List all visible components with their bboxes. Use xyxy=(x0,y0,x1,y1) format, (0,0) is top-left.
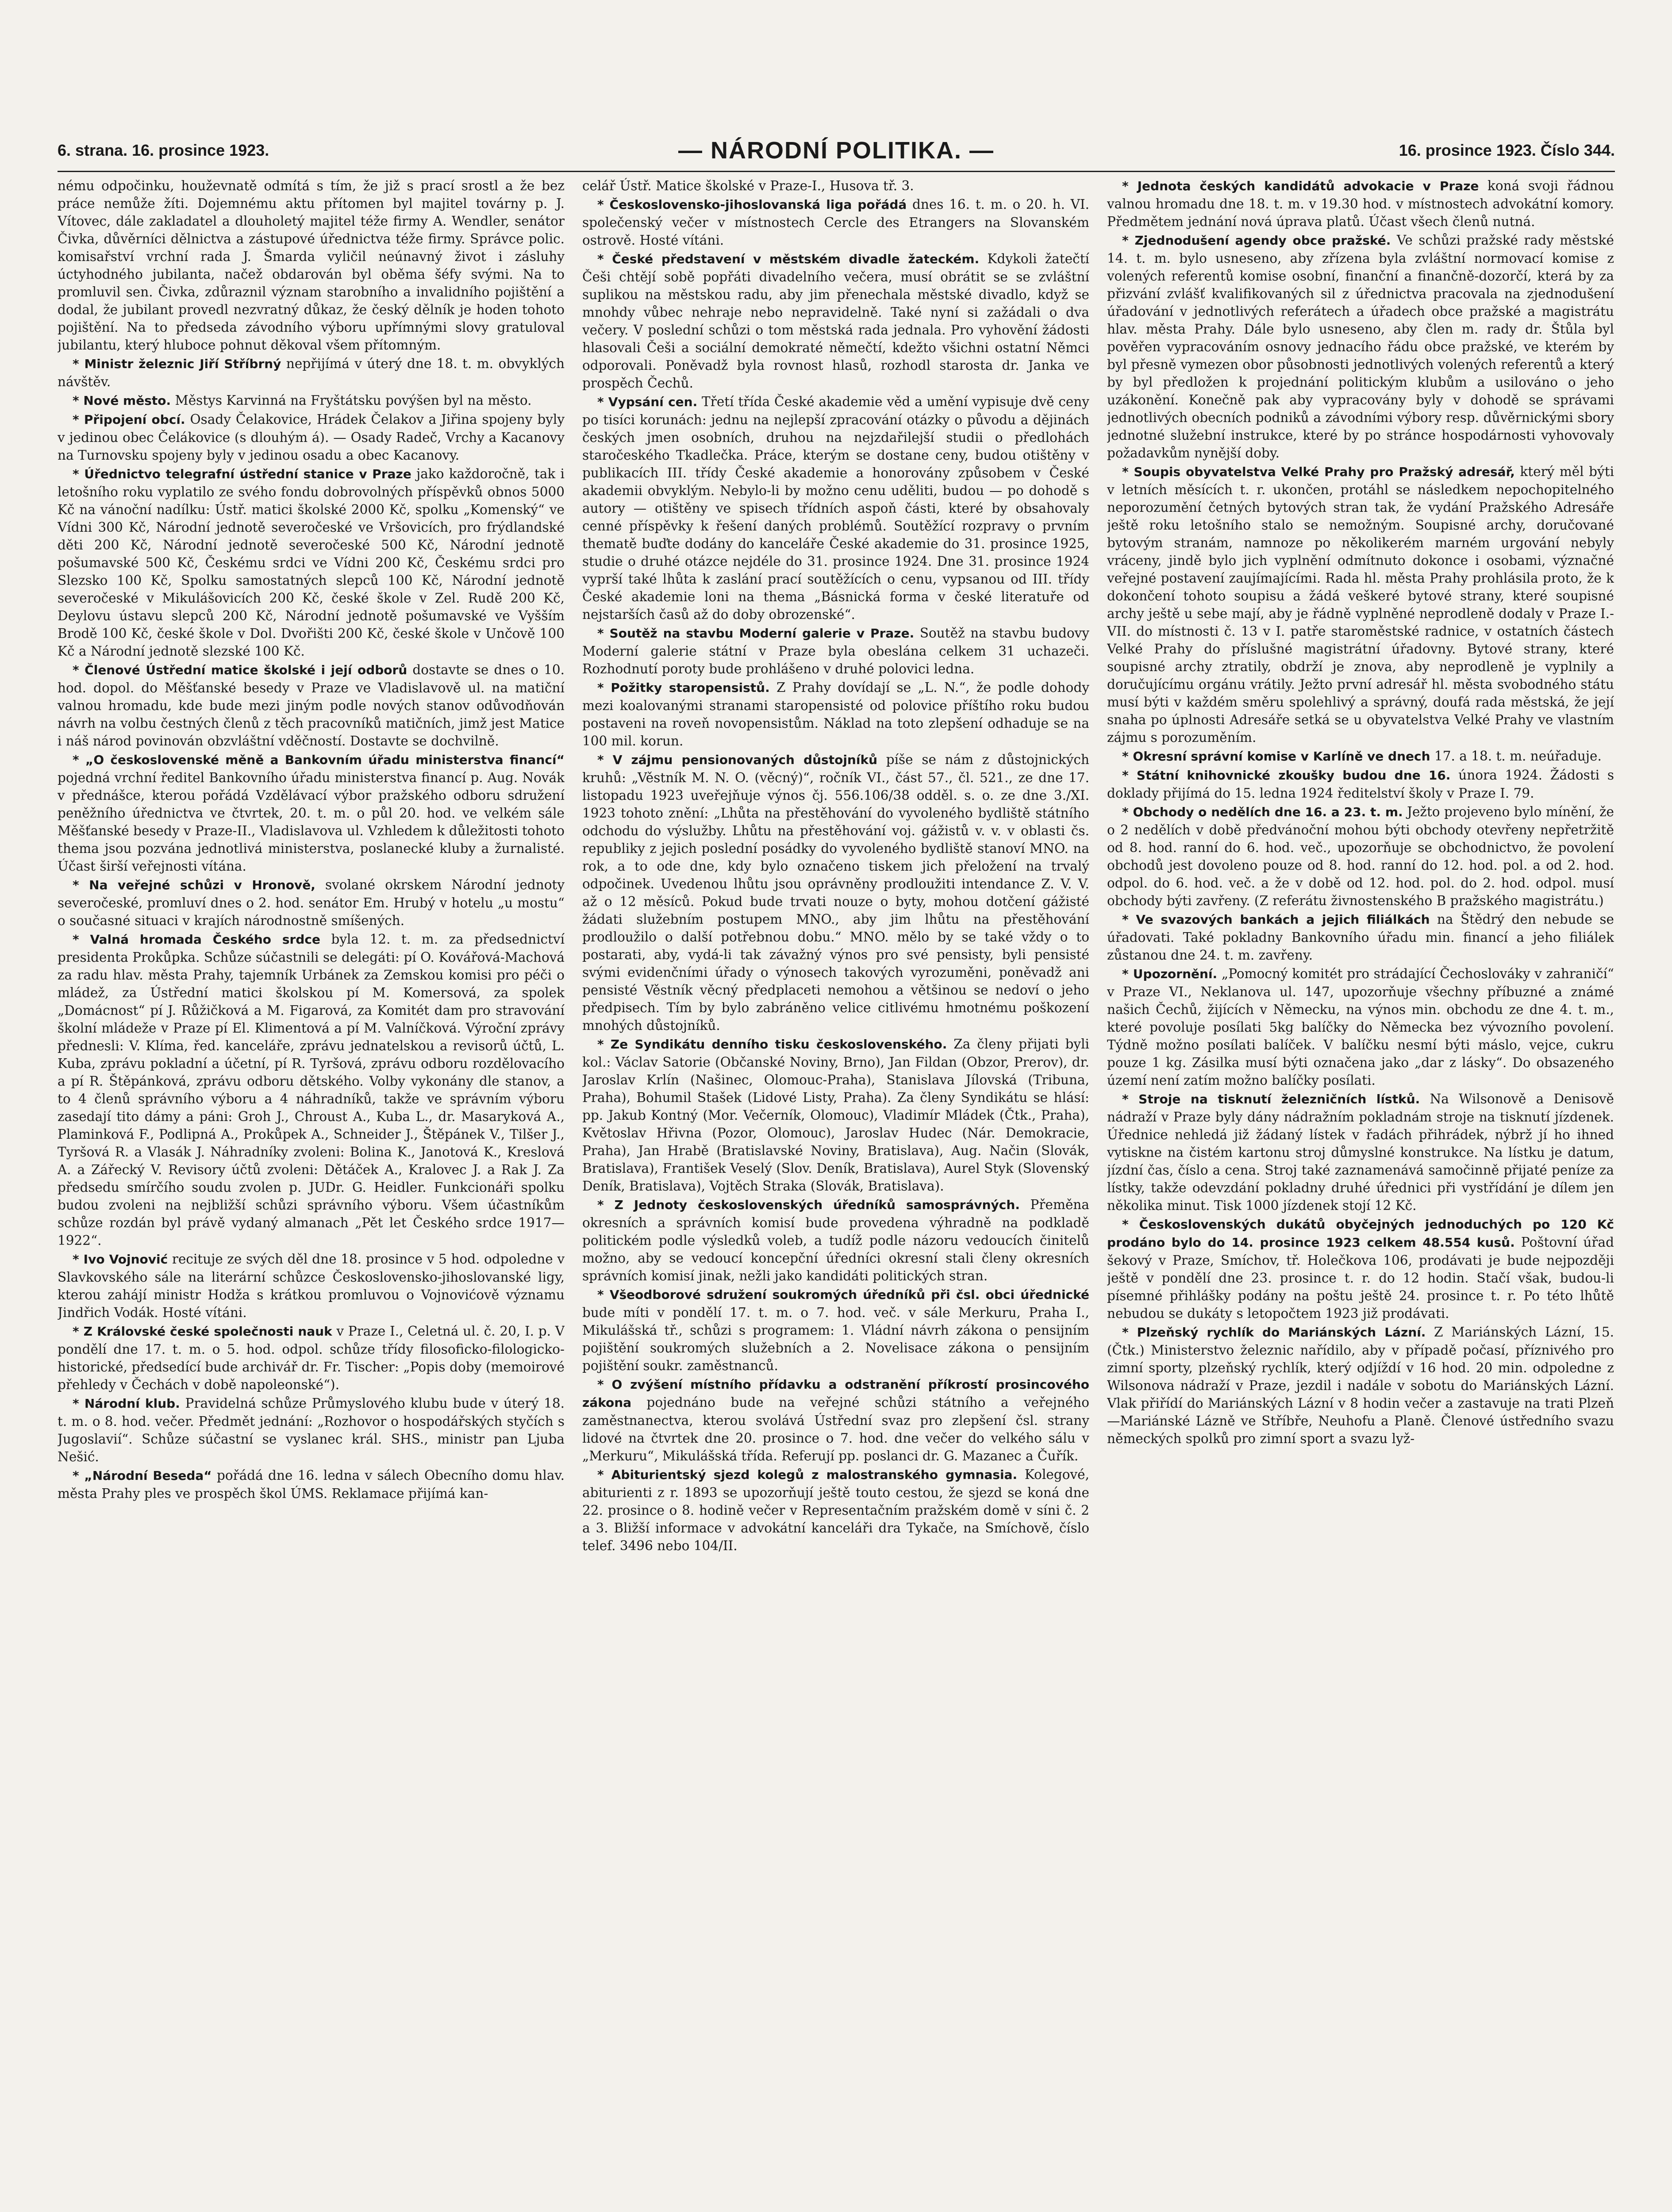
news-item-headline: * „Národní Beseda“ xyxy=(73,1468,212,1483)
news-item xyxy=(582,196,1089,249)
news-item-headline: * Státní knihovnické zkoušky budou dne 16. xyxy=(1122,768,1451,783)
news-item-text: na Štědrý den nebude se úřadovati. Také pokladny Bankovního úřadu min. financí a jeho filiálek zůstanou dne 24. t. m. zavřeny. xyxy=(1107,912,1614,963)
news-item-text: 17. a 18. t. m. neúřaduje. xyxy=(1430,749,1602,764)
news-item-headline: * Československých dukátů obyčejných jednoduchých po 120 Kč prodáno bylo do 14. prosince 1923 celkem 48.554 kusů. xyxy=(1107,1217,1614,1250)
news-item-text: Ve schůzi pražské rady městské 14. t. m. bylo usneseno, aby zřízena byla zvláštní normovací komise z volených referentů komise osobní, finanční a finančně-dozorčí, která by za přizvání zvlášť kvalifikovaných sil z úřednictva pracovala na zjednodušení úřadování v jednotlivých referátech a úřadech obce pražské a magistrátu hlav. města Prahy. Dále bylo usneseno, aby člen m. rady dr. Štůla byl pověřen vypracováním osnovy jednacího řádu obce pražské, ve kterém by byl přesně vymezen obor působnosti jednotlivých volených referentů a který by byl předložen k projednání politickým klubům a usilováno o jeho uzákonění. Konečně pak aby vypracovány byly v dohodě se správami jednotlivých obecních podniků a závodními výbory resp. důvěrnickými sbory jednotné služební instrukce, které by po stránce hospodárnosti vyhovovaly požadavkům nynější doby. xyxy=(1107,233,1614,461)
news-item-text: pojedná vrchní ředitel Bankovního úřadu ministerstva financí p. Aug. Novák v přednášce, kterou pořádá Vzdělávací výbor pražského odboru sdružení peněžního úřednictva ve čtvrtek, 20. t. m. o půl 20. hod. ve velkém sále Měšťanské besedy v Praze-II., Vladislavova ul. Vzhledem k důležitosti tohoto thema jsou pozvána jednotlivá ministerstva, poslanecké kluby a žurnalisté. Účast širší veřejnosti vítána. xyxy=(58,770,565,874)
news-item-headline: * Na veřejné schůzi v Hronově, xyxy=(73,878,315,892)
page-header xyxy=(58,133,1615,168)
news-item-headline: * Abiturientský sjezd kolegů z malostranského gymnasia. xyxy=(597,1467,1018,1482)
news-item-headline: * Jednota českých kandidátů advokacie v Praze xyxy=(1122,179,1479,193)
news-item-headline: * Vypsání cen. xyxy=(597,395,698,409)
news-item xyxy=(1107,463,1614,746)
news-item-headline: * „O československé měně a Bankovním úřadu ministerstva financí“ xyxy=(73,753,565,767)
news-item-headline: * Valná hromada Českého srdce xyxy=(73,932,320,947)
news-item xyxy=(1107,231,1614,462)
news-item-text: Ježto projeveno bylo mínění, že o 2 nedělích v době předvánoční mohou býti obchody otevřeny nepřetržitě od 8. hod. ranní do 6. hod. več., upozorňuje se obchodnictvo, že povolení obchodů jest dovoleno pouze od 8. hod. ranní do 12. hod. pol. a od 2. hod. odpol. do 6. hod. več. a že v době od 12. hod. pol. do 2. hod. odpol. musí obchody býti zavřeny. (Z referátu živnostenského B pražského magistrátu.) xyxy=(1107,804,1614,908)
news-item-text: nému odpočinku, houževnatě odmítá s tím, že již s prací srostl a že bez práce nemůže žíti. Dojemnému aktu přítomen byl majitel továrny p. J. Vítovec, dále zakladatel a dlouholetý majitel téže firmy A. Wendler, senátor Čivka, důvěrníci dělnictva a zástupové úřednictva téže firmy. Správce polic. komisařství vrchní rada J. Šmarda vyličil neúnavný život i zásluhy úctyhodného jubilanta, načež obdarován byl oběma šéfy svými. Na to promluvil sen. Čivka, zdůraznil význam starobního a invalidního pojištění a dodal, že jubilant provedl nezvratný důkaz, že český dělník je hoden tohoto pojištění. Na to předseda závodního výboru upřímnými slovy gratuloval jubilantu, který hluboce pohnut děkoval všem přítomným. xyxy=(58,178,565,353)
news-item-text: Za členy přijati byli kol.: Václav Satorie (Občanské Noviny, Brno), Jan Fildan (Obzor, Prerov), dr. Jaroslav Krlín (Našinec, Olomouc-Praha), Stanislava Jílovská (Tribuna, Praha), Bohumil Stašek (Lidové Listy, Praha). Za členy Syndikátu se hlásí: pp. Jakub Kontný (Mor. Večerník, Olomouc), Vladimír Mládek (Čtk., Praha), Květoslav Hřivna (Pozor, Olomouc), Jaroslav Hudec (Nár. Demokracie, Praha), Jan Hrabě (Bratislavské Noviny, Bratislava), Aug. Način (Slovák, Bratislava), František Veselý (Slov. Deník, Bratislava), Aurel Styk (Slovenský Deník, Bratislava), Vojtěch Straka (Slovák, Bratislava). xyxy=(582,1037,1089,1194)
news-item-text: Přeměna okresních a správních komisí bude provedena výhradně na podkladě politickém podle výsledků voleb, a tudíž podle názoru vedoucích činitelů možno, aby se vedoucí koncepční úředníci okresní stali členy okresních správních komisí jinak, nežli jako kandidáti politických stran. xyxy=(582,1197,1089,1283)
news-item-text: Třetí třída České akademie věd a umění vypisuje dvě ceny po tisíci korunách: jednu na nejlepší zpracování otázky o původu a dějinách českých jmen osobních, druhou na nejzdařilejší studii o předlohách staročeského Tkadlečka. Práce, kterým se dostane ceny, budou otištěny v publikacích III. třídy České akademie a honorovány způsobem v České akademii obvyklým. Nebylo-li by možno cenu uděliti, budou — po dohodě s autory — otištěny ve spisech třídních aspoň části, které by obsahovaly cenné příspěvky k řešení daných problémů. Soutěžící rozpravy o prvním thematě buďte dodány do kanceláře České akademie do 31. prosince 1925, studie o druhé otázce nejdéle do 31. prosince 1924. Dne 31. prosince 1924 vyprší také lhůta k zaslání prací soutěžících o cenu, vypsanou od III. třídy České akademie loni na thema „Básnická forma v české literatuře od nejstarších časů až do doby obrozenské“. xyxy=(582,394,1089,622)
news-item xyxy=(58,465,565,660)
news-item xyxy=(1107,177,1614,230)
news-item-headline: * V zájmu pensionovaných důstojníků xyxy=(597,753,877,767)
news-item xyxy=(582,624,1089,678)
news-item-text: byla 12. t. m. za předsednictví presidenta Prokůpka. Schůze súčastnili se delegáti: pí O. Kovářová-Machová za radu hlav. města Prahy, tajemník Urbánek za Zemskou komisi pro péči o mládež, za Ústřední matici školskou pí M. Komersová, za spolek „Domácnost“ pí J. Růžičková a M. Figarová, za Komitét dam pro stravování školní mládeže v Praze pí El. Klimentová a pí M. Valníčková. Výroční zprávy přednesli: V. Klíma, řed. kanceláře, zprávu jednatelskou a revisorů účtů, L. Kuba, zprávu pokladní a účetní, pí R. Tyršová, zprávu odboru rozdělovacího a pí R. Štěpánková, zprávu odboru dětského. Volby vykonány dle stanov, a to 4 členů správního výboru a 4 náhradníků, takže ve správním výboru zasedají tito dámy a páni: Groh J., Chroust A., Kuba L., dr. Masaryková A., Plaminková F., Podlipná A., Prokůpek A., Schneider J., Štěpánek V., Tilšer J., Tyršová R. a Vlasák J. Náhradníky zvoleni: Bolina K., Janotová K., Kreslová A. a Zářecký V. Revisory účtů zvoleni: Dětáček A., Kralovec J. a Rak J. Za předsedu smírčího soudu zvolen p. JUDr. G. Heidler. Funkcionáři spolku budou zvoleni na nejbližší schůzi správního výboru. Všem účastníkům schůze rozdán byl právě vydaný almanach „Pět let Českého srdce 1917—1922“. xyxy=(58,932,565,1248)
news-item xyxy=(582,1466,1089,1555)
issue-date-number: 16. prosince 1923. Číslo 344. xyxy=(1399,141,1615,159)
news-item-text: Pravidelná schůze Průmyslového klubu bude v úterý 18. t. m. o 8. hod. večer. Předmět jednání: „Rozhovor o hospodářských styčích s Jugoslavií“. Schůze súčastní se vyslanec král. SHS., ministr pan Ljuba Nešić. xyxy=(58,1396,565,1464)
news-item-headline: * Ivo Vojnović xyxy=(73,1252,168,1267)
news-item-text: nepřijímá v úterý dne 18. t. m. obvyklých návštěv. xyxy=(58,356,565,389)
news-item xyxy=(1107,1090,1614,1214)
news-item-headline: * Československo-jihoslovanská liga pořádá xyxy=(597,197,907,212)
news-item xyxy=(582,751,1089,1034)
news-item xyxy=(582,679,1089,750)
news-item-text: Kolegové, abiturienti z r. 1893 se upozorňují ještě touto cestou, že sjezd se koná dne 22. prosince o 8. hodině večer v Representačním pražském domě v síni č. 2 a 3. Bližší informace v advokátní kanceláři dra Tykače, na Smíchově, číslo telef. 3496 nebo 104/II. xyxy=(582,1467,1089,1553)
news-item xyxy=(1107,766,1614,802)
news-item-headline: * Ministr železnic Jiří Stříbrný xyxy=(73,357,281,371)
news-item-headline: * Z Jednoty československých úředníků samosprávných. xyxy=(597,1198,1020,1212)
news-item-headline: * České představení v městském divadle žateckém. xyxy=(597,252,980,266)
news-item-text: Městys Karvinná na Fryštátsku povýšen byl na město. xyxy=(171,393,532,408)
news-item xyxy=(1107,803,1614,910)
news-item-headline: * O zvýšení místního přídavku a odstranění příkrostí prosincového zákona xyxy=(582,1377,1089,1410)
news-item-headline: * Úřednictvo telegrafní ústřední stanice v Praze xyxy=(73,467,411,481)
news-item xyxy=(1107,1215,1614,1322)
column-3 xyxy=(1107,177,1614,2212)
news-item-text: Kdykoli žatečtí Češi chtějí sobě popřáti divadelního večera, musí obrátit se se zvláštní suplikou na městskou radu, aby jim přenechala městské divadlo, když se mnohdy vůbec nehraje nebo nepravidelně. Také nyní si zažádali o dva večery. V poslední schůzi o tom městská rada jednala. Pro vyhovění žádosti hlasovali Češi a sociální demokraté němečtí, kdežto všichni ostatní Němci odporovali. Poněvadž byla rovnost hlasů, rozhodl starosta dr. Janka ve prospěch Čechů. xyxy=(582,251,1089,391)
news-item-headline: * Zjednodušení agendy obce pražské. xyxy=(1122,233,1391,248)
news-item xyxy=(58,392,565,410)
header-rule xyxy=(58,171,1615,172)
column-1 xyxy=(58,177,565,2212)
news-item-text: Z Prahy dovídají se „L. N.“, že podle dohody mezi koalovanými stranami staropensisté od polovice příštího roku budou postaveni na roveň novopensistům. Náklad na toto zlepšení odhaduje se na 100 mil. korun. xyxy=(582,680,1089,749)
news-item xyxy=(1107,1323,1614,1448)
news-item-text: února 1924. Žádosti s doklady přijímá do 15. ledna 1924 ředitelství školy v Praze I. 79. xyxy=(1107,768,1614,801)
news-item-headline: * Soutěž na stavbu Moderní galerie v Praze. xyxy=(597,626,915,641)
news-item xyxy=(58,1322,565,1394)
news-item-headline: * Obchody o nedělích dne 16. a 23. t. m. xyxy=(1122,805,1403,819)
news-item xyxy=(58,1394,565,1466)
news-item-text: koná svoji řádnou valnou hromadu dne 18. t. m. v 19.30 hod. v místnostech advokátní komory. Předmětem jednání nová úprava platů. Účast všech členů nutná. xyxy=(1107,178,1614,229)
news-item xyxy=(58,1467,565,1502)
news-item xyxy=(1107,747,1614,765)
news-item-text: Na Wilsonově a Denisově nádraží v Praze byly dány nádražním pokladnám stroje na tisknutí jízdenek. Úřednice nehledá již žádaný lístek v řadách přihrádek, nýbrž jí ho ihned vytiskne na čistém kartonu stroj důmyslné konstrukce. Na lístku je datum, jízdní čas, číslo a cena. Stroj také zaznamenává samočinně přijaté peníze za lístky, takže odevzdání pokladny druhé úřednici při vystřídání je dílem jen několika minut. Tisk 1000 jízdenek stojí 12 Kč. xyxy=(1107,1091,1614,1213)
masthead-title: — NÁRODNÍ POLITIKA. — xyxy=(678,137,994,164)
news-item-text: pojednáno bude na veřejné schůzi státního a veřejného zaměstnanectva, kterou svolává Ústřední svaz pro zlepšení čsl. strany lidové na čtvrtek dne 20. prosince o 7. hod. dne večer do velkého sálu v „Merkuru“, Mikulášská třída. Referují pp. poslanci dr. G. Mazanec a Čuřík. xyxy=(582,1395,1089,1463)
news-item-headline: * Soupis obyvatelstva Velké Prahy pro Pražský adresář, xyxy=(1122,465,1515,479)
news-item xyxy=(58,751,565,875)
page-number-date: 6. strana. 16. prosince 1923. xyxy=(58,141,269,159)
news-item-text: Soutěž na stavbu budovy Moderní galerie státní v Praze byla obeslána celkem 31 uchazeči. Rozhodnutí poroty bude prohlášeno v druhé polovici ledna. xyxy=(582,626,1089,676)
news-item xyxy=(582,1375,1089,1465)
news-item xyxy=(58,1250,565,1321)
news-item xyxy=(58,876,565,929)
news-item-text: celář Ústř. Matice školské v Praze-I., Husova tř. 3. xyxy=(582,178,914,193)
news-item xyxy=(58,930,565,1249)
news-item-text: Z Mariánských Lázní, 15. (Čtk.) Ministerstvo železnic nařídilo, aby v případě počasí, příznivého pro zimní sporty, plzeňský rychlík, který odjíždí v 16 hod. 20 min. odpoledne z Wilsonova nádraží v Praze, jezdil i nadále v sobotu do Mariánských Lázní. Vlak přiřídí do Mariánských Lázní v 8 hodin večer a zastavuje na trati Plzeň—Mariánské Lázně ve Stříbře, Neuhofu a Planě. Členové ústředního svazu německých spolků pro zimní sport a svazu lyž- xyxy=(1107,1325,1614,1446)
newspaper-page xyxy=(58,133,1615,2212)
news-item-text: dnes 16. t. m. o 20. h. VI. společenský večer v místnostech Cercle des Etrangers na Slovanském ostrově. Hosté vítáni. xyxy=(582,197,1089,248)
news-item xyxy=(58,177,565,354)
news-item xyxy=(582,1286,1089,1375)
news-item-text: v Praze I., Celetná ul. č. 20, I. p. V pondělí dne 17. t. m. o 5. hod. odpol. schůze třídy filosoficko-filologicko-historické, předsedící bude archivář dr. Fr. Tischer: „Popis doby (memoirové přehledy v Čechách v době napoleonské“). xyxy=(58,1324,565,1392)
news-item-text: Poštovní úřad šekový v Praze, Smíchov, tř. Holečkova 106, prodávati je bude nejpozději ještě v pondělí dne 23. prosince t. r. do 12 hodin. Stačí však, budou-li písemné přihlášky podány na poštu ještě 24. prosince t. r. Po této lhůtě nebudou se dukáty s letopočtem 1923 již prodávati. xyxy=(1107,1235,1614,1321)
news-item xyxy=(582,1035,1089,1195)
news-item-text: jako každoročně, tak i letošního roku vyplatilo ze svého fondu dobrovolných příspěvků obnos 5000 Kč na vánoční nadílku: Ústř. matici školské 2000 Kč, spolku „Komenský“ ve Vídni 300 Kč, Národní jednotě severočeské ve Vršovicích, pro frýdlandské děti 200 Kč, Národní jednotě severočeské 500 Kč, Národní jednotě pošumavské 500 Kč, Českému srdci ve Vídni 200 Kč, Českému srdci pro Slezsko 100 Kč, Spolku samostatných slepců 100 Kč, Národní jednotě severočeské v Mikulášovicích 200 Kč, české škole v Zel. Rudě 200 Kč, Deylovu ústavu slepců 200 Kč, Národní jednotě pošumavské ve Vyšším Brodě 100 Kč, české škole v Dol. Dvořišti 200 Kč, české škole v Unčově 100 Kč a Národní jednotě slezské 100 Kč. xyxy=(58,466,565,659)
news-item-headline: * Všeodborové sdružení soukromých úředníků při čsl. obci úřednické xyxy=(597,1287,1089,1302)
news-item xyxy=(58,355,565,391)
news-item-headline: * Z Královské české společnosti nauk xyxy=(73,1324,332,1339)
news-item xyxy=(582,250,1089,392)
news-item-headline: * Upozornění. xyxy=(1122,967,1218,981)
news-item-headline: * Požitky staropensistů. xyxy=(597,680,770,695)
news-item-text: který měl býti v letních měsících t. r. ukončen, protáhl se následkem nepochopitelného neporozumění četných bytových stran tak, že vydání Pražského Adresáře ještě roku letošního stalo se nemožným. Soupisné archy, doručované bytovým stranám, namnoze po několikerém marném urgování nebyly vráceny, jindě bylo jich vyplnění odmítnuto dokonce i osobami, význačné veřejné postavení zaujímajícími. Rada hl. města Prahy prohlásila proto, že k dokončení tohoto soupisu a žádá veškeré bytové strany, které soupisné archy ještě u sebe mají, aby je řádně vyplněné neprodleně dodaly v Praze I.-VII. do místnosti č. 13 v I. patře staroměstské radnice, v ostatních částech Velké Prahy do příslušné magistrátní úřadovny. Bytové strany, které soupisné archy ztratily, obdrží je znova, aby neprodleně je vyplnily a doručujícímu orgánu vrátily. Ježto první adresář hl. města svobodného státu musí býti v každém směru spolehlivý a správný, doufá rada městská, že její snaha po úplnosti Adresáře setká se u obyvatelstva Velké Prahy ve vlastním zájmu s porozuměním. xyxy=(1107,464,1614,745)
news-item-headline: * Stroje na tisknutí železničních lístků. xyxy=(1122,1092,1420,1106)
news-item xyxy=(1107,910,1614,964)
news-item-text: pořádá dne 16. ledna v sálech Obecního domu hlav. města Prahy ples ve prospěch škol ÚMS. Reklamace přijímá kan- xyxy=(58,1468,565,1501)
news-item xyxy=(582,1196,1089,1285)
column-2 xyxy=(582,177,1089,2212)
news-item-headline: * Ve svazových bankách a jejich filiálkách xyxy=(1122,912,1430,927)
news-item-text: Osady Čelakovice, Hrádek Čelakov a Jiřina spojeny byly v jedinou obec Čelákovice (s dlouhým á). — Osady Radeč, Vrchy a Kacanovy na Turnovsku spojeny byly v jedinou osadu a obec Kacanovy. xyxy=(58,412,565,463)
news-item-headline: * Nové město. xyxy=(73,393,171,408)
news-item-headline: * Okresní správní komise v Karlíně ve dnech xyxy=(1122,749,1430,764)
news-item-text: dostavte se dnes o 10. hod. dopol. do Měšťanské besedy v Praze ve Vladislavově ul. na matiční valnou hromadu, kde bude mezi jiným podle nových stanov odůvodňován návrh na volbu čestných členů z těch pracovníků matičních, jimž jest Matice i náš národ povinován obzvláštní vděčností. Dostavte se dochvilně. xyxy=(58,662,565,749)
news-item-headline: * Ze Syndikátu denního tisku československého. xyxy=(597,1037,947,1052)
news-item-text: „Pomocný komitét pro strádající Čechoslováky v zahraničí“ v Praze VI., Neklanova ul. 147, upozorňuje všechny příbuzné a známé našich Čechů, žijících v Německu, na výnos min. obchodu ze dne 4. t. m., které povoluje posílati 5kg balíčky do Německa bez vývozního povolení. Týdně možno posílati balíček. V balíčku nesmí býti máslo, vejce, cukru pouze 1 kg. Zásilka musí býti označena jako „dar z lásky“. Do obsazeného území není zatím možno balíčky posílati. xyxy=(1107,966,1614,1088)
news-item xyxy=(582,177,1089,195)
news-item xyxy=(582,393,1089,623)
news-item-headline: * Národní klub. xyxy=(73,1396,180,1411)
news-item xyxy=(58,411,565,464)
article-columns xyxy=(58,177,1615,2212)
news-item-text: svolané okrskem Národní jednoty severočeské, promluví dnes o 2. hod. senátor Em. Hrubý v hotelu „u mostu“ o současné situaci v krajích národnostně smíšených. xyxy=(58,877,565,928)
news-item-headline: * Připojení obcí. xyxy=(73,412,185,427)
news-item xyxy=(1107,965,1614,1089)
news-item-headline: * Členové Ústřední matice školské i její odborů xyxy=(73,663,407,677)
news-item-text: recituje ze svých děl dne 18. prosince v 5 hod. odpoledne v Slavkovského sále na literární schůzce Československo-jihoslovanské ligy, kterou zahájí ministr Hodža s krátkou promluvou o Vojnovićově významu Jindřich Vodák. Hosté vítáni. xyxy=(58,1252,565,1320)
news-item xyxy=(58,661,565,750)
news-item-headline: * Plzeňský rychlík do Mariánských Lázní. xyxy=(1122,1325,1426,1340)
news-item-text: bude míti v pondělí 17. t. m. o 7. hod. več. v sále Merkuru, Praha I., Mikulášská tř., schůzi s programem: 1. Vládní návrh zákona o pensijním pojištění soukromých služebních a 2. Novelisace zákona o pensijním pojištění soukr. zaměstnanců. xyxy=(582,1305,1089,1373)
news-item-text: píše se nám z důstojnických kruhů: „Věstník M. N. O. (věcný)“, ročník VI., část 57., čl. 521., ze dne 17. listopadu 1923 uveřejňuje výnos čj. 556.106/38 odděl. s. o. ze dne 3./XI. 1923 tohoto znění: „Lhůta na přestěhování do vyvoleného bydliště státního odchodu do výslužby. Lhůtu na přestěhování voj. gážistů v. v. v oblasti čs. republiky z jejich poslední posádky do vyvoleného bydliště stanoví MNO. na rok, a to ode dne, kdy bylo označeno tiskem jich přeložení na trvalý odpočinek. Uvedenou lhůtu jsou oprávněny prodloužiti intendance Z. V. V. až o 12 měsíců. Pokud bude trvati nouze o byty, mohou dotčení gážisté žádati služebním postupem MNO., aby jim lhůtu na přestěhování prodloužilo o další potřebnou dobu.“ MNO. mělo by se také vždy o to postarati, aby, vydá-li tak závažný výnos pro své pensisty, byli pensisté svými evidenčními úřady o výnosech takových vyrozuměni, poněvadž ani pensisté Věstník věcný předplaceti nemohou a většinou se nedoví o jeho předpisech. Tím by bylo zabráněno velice citlivému hmotnému poškození mnohých důstojníků. xyxy=(582,752,1089,1033)
